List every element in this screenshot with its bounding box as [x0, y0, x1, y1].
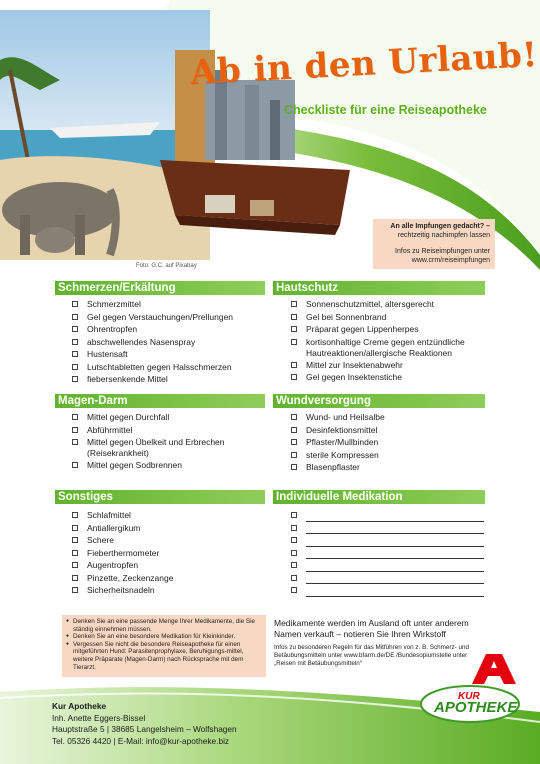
blank-medication-row[interactable]: [289, 547, 489, 560]
checklist-item[interactable]: Antiallergikum: [70, 522, 270, 535]
checklist-item[interactable]: Schlafmittel: [70, 509, 270, 522]
checkbox[interactable]: [291, 339, 297, 345]
checklist-item[interactable]: Schmerzmittel: [70, 298, 270, 311]
checklist-item[interactable]: kortisonhaltige Creme gegen entzündliche Hautreaktionen/allergische Reaktionen: [289, 336, 489, 359]
checkbox[interactable]: [72, 301, 78, 307]
pharmacy-contact: Tel. 05326 4420 | E-Mail: info@kur-apotheke.biz: [52, 735, 230, 746]
svg-text:A: A: [494, 682, 495, 683]
page-title: Ab in den Urlaub!: [189, 34, 539, 94]
baby-elephant-icon: [35, 227, 75, 253]
blank-line[interactable]: [306, 538, 484, 547]
blank-medication-row[interactable]: [289, 509, 489, 522]
checklist-item[interactable]: Fieberthermometer: [70, 547, 270, 560]
checklist-item[interactable]: Mittel gegen Durchfall: [70, 411, 260, 424]
checkbox[interactable]: [291, 427, 297, 433]
checkbox[interactable]: [291, 537, 297, 543]
checkbox[interactable]: [72, 364, 78, 370]
checklist-stomach: [70, 411, 260, 472]
checkbox[interactable]: [72, 575, 78, 581]
vaccination-info: Infos zu Reiseimpfungen unter: [395, 248, 490, 255]
blank-line[interactable]: [306, 513, 484, 522]
checklist-item[interactable]: Blasenpflaster: [289, 461, 489, 474]
vaccination-hint: rechtzeitig nachimpfen lassen: [397, 232, 490, 239]
checklist-item[interactable]: sterile Kompressen: [289, 449, 489, 462]
checkbox[interactable]: [291, 562, 297, 568]
checklist-item[interactable]: Gel bei Sonnenbrand: [289, 311, 489, 324]
footer-address: [52, 701, 237, 747]
section-header-individual: Individuelle Medikation: [273, 490, 485, 504]
checklist-item[interactable]: Pinzette, Zeckenzange: [70, 572, 270, 585]
checklist-item[interactable]: Mittel gegen Sodbrennen: [70, 459, 260, 472]
checklist-item[interactable]: Desinfektionsmittel: [289, 424, 489, 437]
note-item: ● Denken Sie an eine besondere Medikation für Kleinkinder.: [66, 633, 262, 641]
checklist-item[interactable]: Abführmittel: [70, 424, 260, 437]
checklist-item[interactable]: Lutschtabletten gegen Halsschmerzen: [70, 361, 270, 374]
blank-medication-row[interactable]: [289, 572, 489, 585]
blank-line[interactable]: [306, 563, 484, 572]
checklist-item[interactable]: Gel gegen Verstauchungen/Prellungen: [70, 311, 270, 324]
blank-line[interactable]: [306, 588, 484, 597]
checkbox[interactable]: [72, 439, 78, 445]
blank-line[interactable]: [306, 550, 484, 559]
photo-credit: Foto: G.C. auf Pixabay: [136, 263, 197, 269]
checkbox[interactable]: [72, 562, 78, 568]
vaccination-question: An alle Impfungen gedacht? –: [390, 223, 490, 230]
checkbox[interactable]: [72, 550, 78, 556]
pharmacy-name: Kur Apotheke: [52, 701, 107, 711]
svg-text:APOTHEKE: APOTHEKE: [434, 699, 518, 716]
checklist-skin: [289, 298, 489, 384]
apotheke-a-icon: [472, 654, 516, 684]
medications-info-text: Infos zu besonderen Regeln für das Mitführen von z. B. Schmerz- und Betäubungsmitteln unter www.bfarm.de/DE /Bundesopiumstelle unter „Reisen mit Betäubungsmitteln“: [274, 644, 469, 667]
kur-apotheke-logo: [420, 652, 526, 724]
checklist-item[interactable]: Präparat gegen Lippenherpes: [289, 323, 489, 336]
checklist-individual: [289, 509, 489, 597]
checkbox[interactable]: [72, 427, 78, 433]
checklist-item[interactable]: Mittel gegen Übelkeit und Erbrechen (Reisekrankheit): [70, 436, 260, 459]
checkbox[interactable]: [72, 351, 78, 357]
checkbox[interactable]: [72, 339, 78, 345]
blank-medication-row[interactable]: [289, 584, 489, 597]
checkbox[interactable]: [72, 525, 78, 531]
checkbox[interactable]: [72, 376, 78, 382]
checkbox[interactable]: [291, 525, 297, 531]
blank-medication-row[interactable]: [289, 534, 489, 547]
vaccination-url: www.crm/reiseimpfungen: [411, 257, 490, 264]
vaccination-box: [373, 219, 495, 269]
blank-medication-row[interactable]: [289, 559, 489, 572]
checklist-item[interactable]: abschwellendes Nasenspray: [70, 336, 270, 349]
checklist-item[interactable]: Augentropfen: [70, 559, 270, 572]
checkbox[interactable]: [291, 314, 297, 320]
checkbox[interactable]: [72, 537, 78, 543]
checklist-wound: [289, 411, 489, 474]
medications-abroad-text: Medikamente werden im Ausland oft unter anderem Namen verkauft – notieren Sie Ihren Wirkstoff: [274, 618, 469, 639]
pharmacy-address: Hauptstraße 5 | 38685 Langelsheim – Wolfshagen: [52, 724, 237, 735]
checkbox[interactable]: [291, 512, 297, 518]
checkbox[interactable]: [72, 462, 78, 468]
checkbox[interactable]: [72, 326, 78, 332]
checklist-item[interactable]: Pflaster/Mullbinden: [289, 436, 489, 449]
checklist-item[interactable]: Sonnenschutzmittel, altersgerecht: [289, 298, 489, 311]
checkbox[interactable]: [291, 452, 297, 458]
checkbox[interactable]: [291, 326, 297, 332]
checkbox[interactable]: [291, 464, 297, 470]
checklist-item[interactable]: Sicherheitsnadeln: [70, 584, 270, 597]
checklist-item[interactable]: Ohrentropfen: [70, 323, 270, 336]
checkbox[interactable]: [291, 362, 297, 368]
section-header-other: Sonstiges: [55, 490, 265, 504]
checklist-item[interactable]: Mittel zur Insektenabwehr: [289, 359, 489, 372]
checkbox[interactable]: [72, 314, 78, 320]
checkbox[interactable]: [291, 439, 297, 445]
notes-box: [62, 615, 266, 677]
checklist-item[interactable]: fiebersenkende Mittel: [70, 373, 270, 386]
checklist-item[interactable]: Gel gegen Insektenstiche: [289, 371, 489, 384]
note-item: ● Denken Sie an eine passende Menge Ihrer Medikamente, die Sie ständig einnehmen müssen.: [66, 618, 262, 633]
page-subtitle: Checkliste für eine Reiseapotheke: [284, 103, 487, 117]
pharmacy-owner: Inh. Anette Eggers-Bissel: [52, 712, 146, 723]
checklist-item[interactable]: Wund- und Heilsalbe: [289, 411, 489, 424]
section-header-wound: Wundversorgung: [273, 394, 485, 408]
checkbox[interactable]: [72, 587, 78, 593]
checklist-pain: [70, 298, 270, 386]
section-header-skin: Hautschutz: [273, 281, 485, 295]
blank-line[interactable]: [306, 575, 484, 584]
checkbox[interactable]: [291, 587, 297, 593]
svg-text:KUR: KUR: [458, 691, 480, 702]
checkbox[interactable]: [291, 301, 297, 307]
blank-medication-row[interactable]: [289, 522, 489, 535]
checkbox[interactable]: [291, 414, 297, 420]
section-header-pain: Schmerzen/Erkältung: [55, 281, 265, 295]
checkbox[interactable]: [291, 550, 297, 556]
checkbox[interactable]: [291, 575, 297, 581]
checkbox[interactable]: [291, 374, 297, 380]
blank-line[interactable]: [306, 525, 484, 534]
note-item: ● Vergessen Sie nicht die besondere Reiseapotheke für einen mitgeführten Hund: Parasitenprophylaxe, Beruhigungs-mittel, weitere Präparate (Magen-Darm) nach Rücksprache mit dem Tierarzt.: [66, 641, 262, 671]
checklist-item[interactable]: Schere: [70, 534, 270, 547]
section-header-stomach: Magen-Darm: [55, 394, 265, 408]
checklist-item[interactable]: Hustensaft: [70, 348, 270, 361]
checkbox[interactable]: [72, 414, 78, 420]
checklist-other: [70, 509, 270, 597]
checkbox[interactable]: [72, 512, 78, 518]
